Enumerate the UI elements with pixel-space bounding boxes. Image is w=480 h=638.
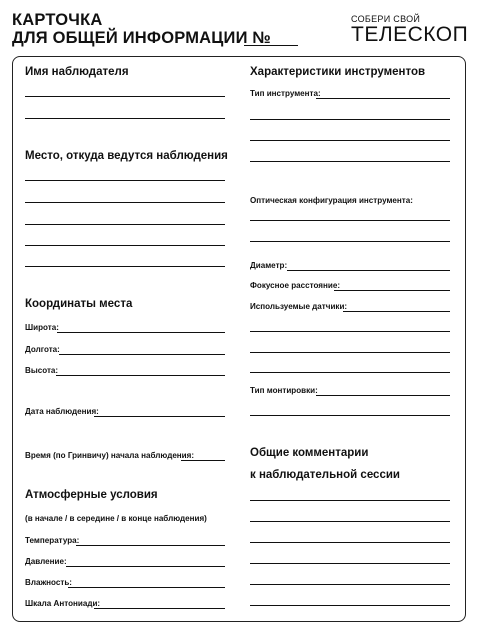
temperature-label: Температура:: [25, 535, 80, 545]
comments-line-3[interactable]: [250, 542, 450, 543]
sensors-field[interactable]: [343, 311, 450, 312]
observer-name-heading: Имя наблюдателя: [25, 66, 129, 78]
sensors-label: Используемые датчики:: [250, 301, 348, 311]
card-title-line1: КАРТОЧКА: [12, 11, 103, 29]
observation-place-line-1[interactable]: [25, 180, 225, 181]
instrument-type-line-4[interactable]: [250, 161, 450, 162]
observation-place-line-5[interactable]: [25, 266, 225, 267]
pressure-field[interactable]: [66, 566, 225, 567]
observation-date-label: Дата наблюдения:: [25, 406, 99, 416]
observation-date-field[interactable]: [94, 416, 225, 417]
card-number-field[interactable]: [244, 45, 298, 46]
comments-line-6[interactable]: [250, 605, 450, 606]
observation-place-line-3[interactable]: [25, 224, 225, 225]
instruments-heading: Характеристики инструментов: [250, 66, 426, 78]
card-title-line2: ДЛЯ ОБЩЕЙ ИНФОРМАЦИИ №: [12, 29, 272, 47]
instrument-type-line-2[interactable]: [250, 119, 450, 120]
longitude-label: Долгота:: [25, 344, 60, 354]
instrument-type-label: Тип инструмента:: [250, 88, 321, 98]
optical-config-line-1[interactable]: [250, 220, 450, 221]
comments-heading-line1: Общие комментарии: [250, 447, 369, 459]
sensors-line-3[interactable]: [250, 352, 450, 353]
comments-heading-line2: к наблюдательной сессии: [250, 469, 400, 481]
antoniadi-field[interactable]: [94, 608, 225, 609]
longitude-field[interactable]: [59, 354, 225, 355]
start-time-label: Время (по Гринвичу) начала наблюдения:: [25, 450, 195, 460]
observation-place-line-4[interactable]: [25, 245, 225, 246]
comments-line-5[interactable]: [250, 584, 450, 585]
weather-heading: Атмосферные условия: [25, 489, 158, 501]
observation-place-line-2[interactable]: [25, 202, 225, 203]
pressure-label: Давление:: [25, 556, 67, 566]
temperature-field[interactable]: [76, 545, 225, 546]
optical-config-label: Оптическая конфигурация инструмента:: [250, 195, 413, 205]
mount-type-field[interactable]: [316, 395, 450, 396]
telescope-logo: [351, 15, 468, 45]
sensors-line-4[interactable]: [250, 372, 450, 373]
logo-title: ТЕЛЕСКОП: [351, 23, 469, 46]
antoniadi-label: Шкала Антониади:: [25, 598, 101, 608]
latitude-field[interactable]: [57, 332, 225, 333]
logo-subtitle: СОБЕРИ СВОЙ: [351, 14, 421, 24]
observation-place-heading: Место, откуда ведутся наблюдения: [25, 150, 228, 162]
mount-type-label: Тип монтировки:: [250, 385, 318, 395]
diameter-label: Диаметр:: [250, 260, 288, 270]
focal-length-label: Фокусное расстояние:: [250, 280, 341, 290]
observer-name-line-1[interactable]: [25, 96, 225, 97]
diameter-field[interactable]: [287, 270, 450, 271]
comments-line-1[interactable]: [250, 500, 450, 501]
observer-name-line-2[interactable]: [25, 118, 225, 119]
sensors-line-2[interactable]: [250, 331, 450, 332]
humidity-label: Влажность:: [25, 577, 72, 587]
start-time-field[interactable]: [181, 460, 225, 461]
altitude-label: Высота:: [25, 365, 59, 375]
mount-type-line-2[interactable]: [250, 415, 450, 416]
humidity-field[interactable]: [68, 587, 225, 588]
weather-note: (в начале / в середине / в конце наблюдения): [25, 513, 207, 523]
coordinates-heading: Координаты места: [25, 298, 133, 310]
optical-config-line-2[interactable]: [250, 241, 450, 242]
comments-line-4[interactable]: [250, 563, 450, 564]
instrument-type-line-3[interactable]: [250, 140, 450, 141]
comments-line-2[interactable]: [250, 521, 450, 522]
altitude-field[interactable]: [56, 375, 225, 376]
latitude-label: Широта:: [25, 322, 59, 332]
instrument-type-field[interactable]: [316, 98, 450, 99]
focal-length-field[interactable]: [334, 290, 450, 291]
